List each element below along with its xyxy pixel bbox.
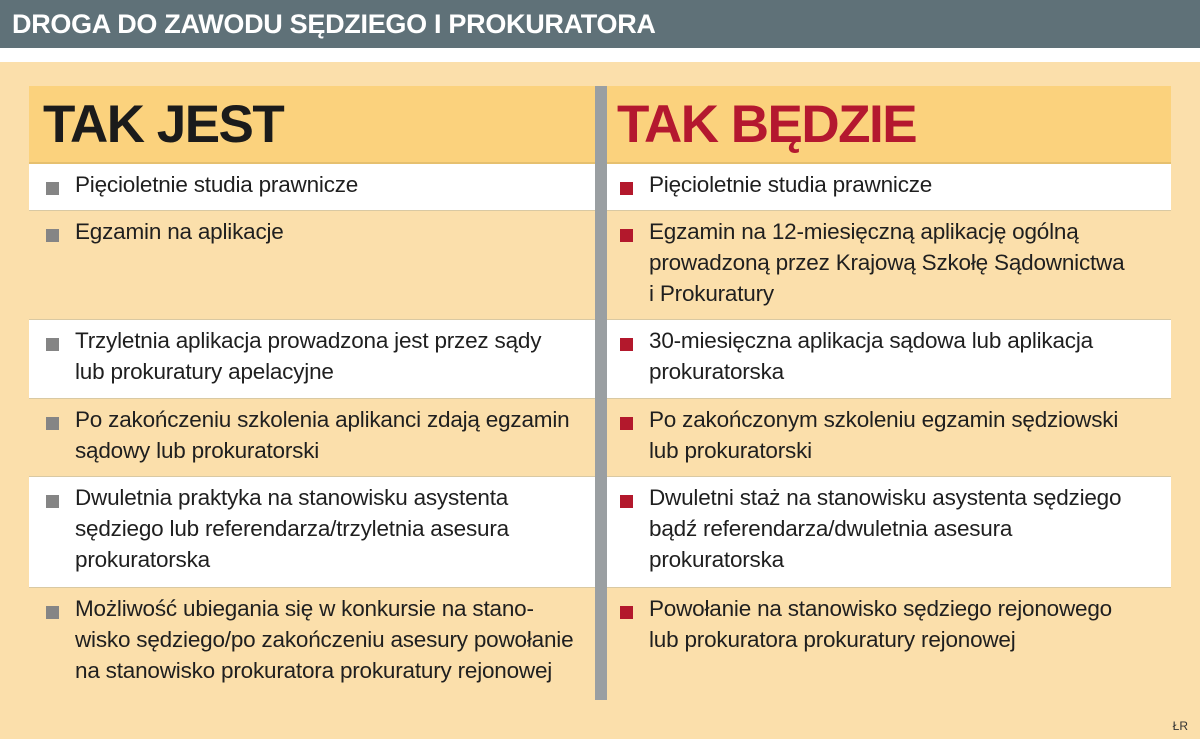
heading-tak-bedzie: TAK BĘDZIE bbox=[617, 95, 917, 154]
square-bullet-icon bbox=[620, 338, 633, 351]
square-bullet-icon bbox=[46, 182, 59, 195]
row-text: Egzamin na aplikacje bbox=[75, 219, 284, 244]
column-current bbox=[29, 86, 595, 700]
column-future bbox=[607, 86, 1171, 700]
square-bullet-icon bbox=[620, 229, 633, 242]
table-row bbox=[29, 164, 595, 211]
row-text: Pięcioletnie studia prawnicze bbox=[649, 172, 933, 197]
row-text: Powołanie na stanowisko sędziego rejonowego lub prokuratora prokuratury rejonowej bbox=[649, 596, 1112, 652]
comparison-panel bbox=[0, 62, 1200, 739]
table-row bbox=[607, 399, 1171, 477]
author-credit: ŁR bbox=[1172, 719, 1188, 733]
table-row bbox=[607, 588, 1171, 700]
title-bar bbox=[0, 0, 1200, 48]
table-row bbox=[29, 211, 595, 320]
square-bullet-icon bbox=[620, 417, 633, 430]
table-row bbox=[607, 211, 1171, 320]
row-text: Dwuletni staż na stanowisku asystenta sędziego bądź referendarza/dwuletnia asesura prokuratorska bbox=[649, 485, 1122, 572]
square-bullet-icon bbox=[46, 417, 59, 430]
square-bullet-icon bbox=[620, 495, 633, 508]
row-text: Trzyletnia aplikacja prowadzona jest przez sądy lub prokuratury apelacyjne bbox=[75, 328, 542, 384]
table-row bbox=[607, 477, 1171, 588]
row-text: Pięcioletnie studia prawnicze bbox=[75, 172, 359, 197]
square-bullet-icon bbox=[46, 229, 59, 242]
infographic-title: DROGA DO ZAWODU SĘDZIEGO I PROKURATORA bbox=[12, 9, 656, 39]
square-bullet-icon bbox=[46, 495, 59, 508]
column-header-future bbox=[607, 86, 1171, 164]
row-text: Egzamin na 12-miesięczną aplikację ogólną prowadzoną przez Krajową Szkołę Sądownictwa i Prokuratury bbox=[649, 219, 1125, 306]
comparison-table bbox=[29, 86, 1171, 700]
heading-tak-jest: TAK JEST bbox=[43, 95, 284, 154]
table-row bbox=[607, 164, 1171, 211]
table-row bbox=[29, 399, 595, 477]
column-divider bbox=[595, 86, 607, 700]
row-text: Możliwość ubiegania się w konkursie na stano- wisko sędziego/po zakończeniu asesury powołanie na stanowisko prokuratora prokuratury rejonowej bbox=[75, 596, 574, 683]
row-text: Po zakończonym szkoleniu egzamin sędziowski lub prokuratorski bbox=[649, 407, 1119, 463]
square-bullet-icon bbox=[46, 606, 59, 619]
square-bullet-icon bbox=[620, 182, 633, 195]
table-row bbox=[607, 320, 1171, 399]
row-text: Po zakończeniu szkolenia aplikanci zdają egzamin sądowy lub prokuratorski bbox=[75, 407, 570, 463]
row-text: Dwuletnia praktyka na stanowisku asystenta sędziego lub referendarza/trzyletnia asesura prokuratorska bbox=[75, 485, 509, 572]
table-row bbox=[29, 588, 595, 700]
table-row bbox=[29, 477, 595, 588]
square-bullet-icon bbox=[46, 338, 59, 351]
row-text: 30-miesięczna aplikacja sądowa lub aplikacja prokuratorska bbox=[649, 328, 1093, 384]
column-header-current bbox=[29, 86, 595, 164]
square-bullet-icon bbox=[620, 606, 633, 619]
table-row bbox=[29, 320, 595, 399]
